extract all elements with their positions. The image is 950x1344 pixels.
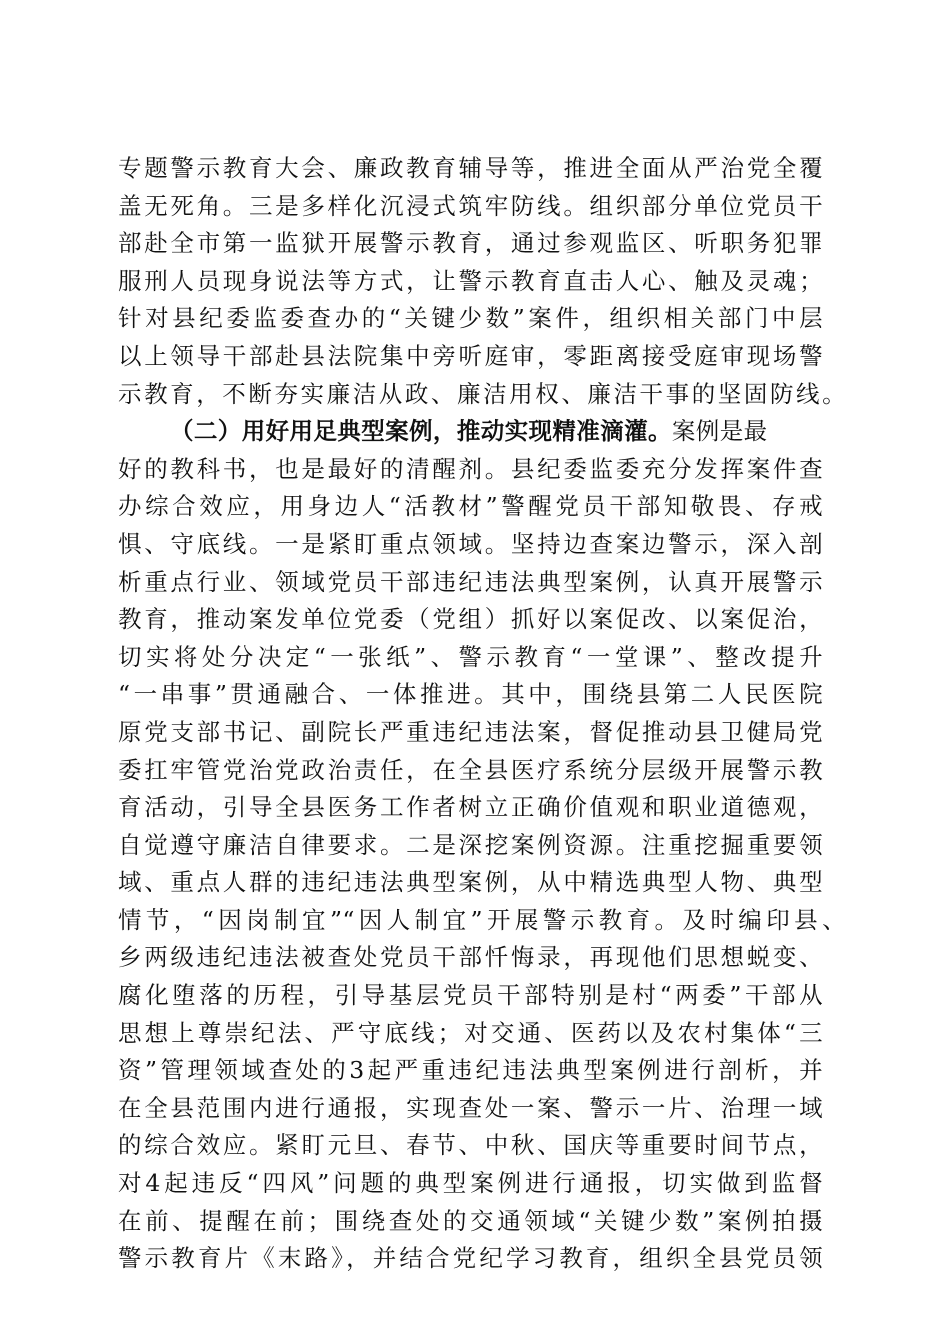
text-line: 育活动，引导全县医务工作者树立正确价值观和职业道德观， [118, 793, 823, 822]
text-line: 自觉遵守廉洁自律要求。二是深挖案例资源。注重挖掘重要领 [118, 830, 823, 859]
text-line: 对4起违反“四风”问题的典型案例进行通报，切实做到监督 [118, 1169, 823, 1198]
text-line: 切实将处分决定“一张纸”、警示教育“一堂课”、整改提升 [118, 642, 823, 671]
text-line: 的综合效应。紧盯元旦、春节、中秋、国庆等重要时间节点， [118, 1131, 823, 1160]
text-line: 专题警示教育大会、廉政教育辅导等，推进全面从严治党全覆 [118, 154, 823, 182]
text-line: 部赴全市第一监狱开展警示教育，通过参观监区、听职务犯罪 [118, 229, 823, 258]
text-line: 好的教科书，也是最好的清醒剂。县纪委监委充分发挥案件查 [118, 454, 823, 483]
body-text [118, 150, 848, 1278]
text-line: 域、重点人群的违纪违法典型案例，从中精选典型人物、典型 [118, 868, 823, 897]
text-line: 办综合效应，用身边人“活教材”警醒党员干部知敬畏、存戒 [118, 492, 823, 521]
text-line: 针对县纪委监委查办的“关键少数”案件，组织相关部门中层 [118, 304, 823, 333]
text-line: 惧、守底线。一是紧盯重点领域。坚持边查案边警示，深入剖 [118, 529, 823, 558]
text-line: “一串事”贯通融合、一体推进。其中，围绕县第二人民医院 [118, 680, 823, 709]
text-line: 服刑人员现身说法等方式，让警示教育直击人心、触及灵魂； [118, 266, 823, 295]
text-line: 析重点行业、领域党员干部违纪违法典型案例，认真开展警示 [118, 567, 823, 596]
text-line: 乡两级违纪违法被查处党员干部忏悔录，再现他们思想蜕变、 [118, 943, 823, 972]
text-line: 思想上尊崇纪法、严守底线；对交通、医药以及农村集体“三 [118, 1018, 823, 1047]
text-line: 警示教育片《末路》，并结合党纪学习教育，组织全县党员领 [118, 1244, 823, 1273]
text-line: 在前、提醒在前；围绕查处的交通领域“关键少数”案例拍摄 [118, 1206, 823, 1235]
text-line: 在全县范围内进行通报，实现查处一案、警示一片、治理一域 [118, 1093, 823, 1122]
text-line: 腐化堕落的历程，引导基层党员干部特别是村“两委”干部从 [118, 981, 823, 1010]
section-heading-rest: 案例是最 [671, 417, 768, 446]
text-line: 原党支部书记、副院长严重违纪违法案，督促推动县卫健局党 [118, 717, 823, 746]
text-line: 资”管理领域查处的3起严重违纪违法典型案例进行剖析，并 [118, 1056, 823, 1085]
text-line: 教育，推动案发单位党委（党组）抓好以案促改、以案促治， [118, 605, 823, 634]
text-line: 情节，“因岗制宜”“因人制宜”开展警示教育。及时编印县、 [118, 905, 846, 934]
text-line: 盖无死角。三是多样化沉浸式筑牢防线。组织部分单位党员干 [118, 191, 823, 220]
section-heading: （二）用好用足典型案例，推动实现精准滴灌。 [170, 417, 672, 446]
text-line: 以上领导干部赴县法院集中旁听庭审，零距离接受庭审现场警 [118, 341, 823, 370]
section-heading-line [118, 413, 823, 451]
text-line: 委扛牢管党治党政治责任，在全县医疗系统分层级开展警示教 [118, 755, 823, 784]
text-line: 示教育，不断夯实廉洁从政、廉洁用权、廉洁干事的坚固防线。 [118, 379, 846, 408]
